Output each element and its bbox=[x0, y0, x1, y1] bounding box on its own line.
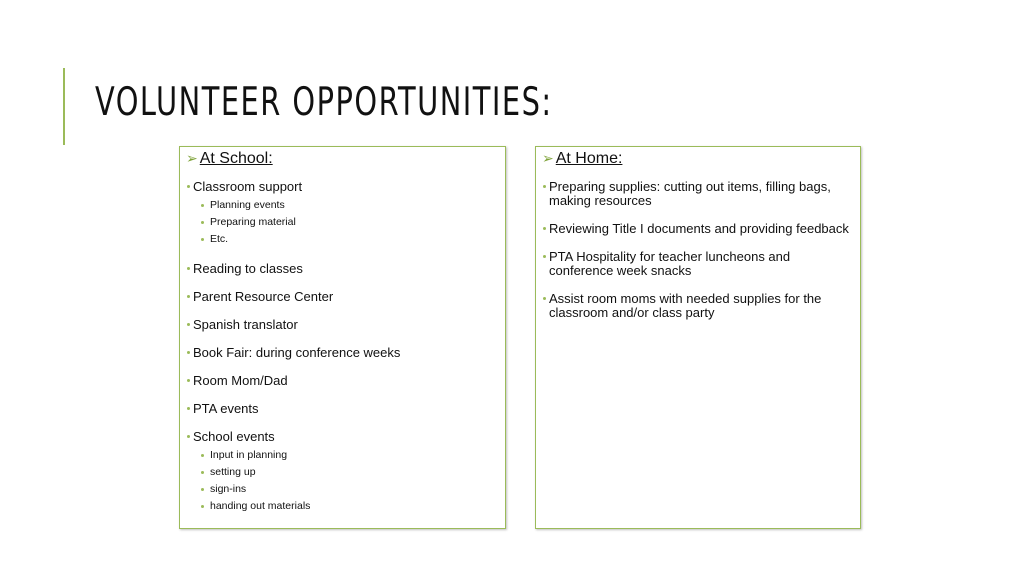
item-label: Room Mom/Dad bbox=[193, 373, 288, 388]
sub-list-item: Etc. bbox=[201, 231, 501, 248]
slide-title: VOLUNTEER OPPORTUNITIES: bbox=[95, 80, 553, 125]
title-accent-bar bbox=[63, 68, 65, 145]
item-label: Book Fair: during conference weeks bbox=[193, 345, 401, 360]
list-item bbox=[186, 346, 501, 360]
item-label: PTA events bbox=[193, 401, 259, 416]
list-item bbox=[542, 250, 856, 278]
sub-list-item: handing out materials bbox=[201, 498, 501, 515]
item-label: Reviewing Title I documents and providing feedback bbox=[549, 221, 849, 236]
list-item bbox=[186, 290, 501, 304]
list-item bbox=[186, 318, 501, 332]
sub-list-item: Preparing material bbox=[201, 214, 501, 231]
at-home-heading-label: At Home: bbox=[555, 150, 623, 167]
sub-list-item: Planning events bbox=[201, 197, 501, 214]
item-label: Reading to classes bbox=[193, 261, 303, 276]
item-label: PTA Hospitality for teacher luncheons and conference week snacks bbox=[549, 249, 791, 278]
at-school-list bbox=[186, 180, 501, 529]
at-school-heading-label: At School: bbox=[199, 150, 273, 167]
list-item bbox=[186, 262, 501, 276]
sub-list-item: sign-ins bbox=[201, 481, 501, 498]
list-item bbox=[186, 374, 501, 388]
sub-list bbox=[201, 197, 501, 248]
list-item bbox=[186, 180, 501, 248]
sub-list-item: Input in planning bbox=[201, 447, 501, 464]
list-item bbox=[186, 402, 501, 416]
item-label: Classroom support bbox=[193, 179, 303, 194]
at-school-panel bbox=[179, 146, 506, 529]
arrow-bullet-icon: ➢ bbox=[542, 150, 554, 166]
item-label: Preparing supplies: cutting out items, filling bags, making resources bbox=[549, 179, 831, 208]
at-home-heading bbox=[542, 150, 622, 168]
list-item bbox=[542, 292, 856, 320]
item-label: Assist room moms with needed supplies for the classroom and/or class party bbox=[549, 291, 822, 320]
at-school-heading bbox=[186, 150, 273, 168]
list-item bbox=[186, 430, 501, 515]
sub-list bbox=[201, 447, 501, 515]
at-home-panel bbox=[535, 146, 861, 529]
at-home-list bbox=[542, 180, 856, 334]
list-item bbox=[542, 222, 856, 236]
item-label: Parent Resource Center bbox=[193, 289, 334, 304]
sub-list-item: setting up bbox=[201, 464, 501, 481]
list-item bbox=[542, 180, 856, 208]
arrow-bullet-icon: ➢ bbox=[186, 150, 198, 166]
item-label: Spanish translator bbox=[193, 317, 298, 332]
item-label: School events bbox=[193, 429, 275, 444]
